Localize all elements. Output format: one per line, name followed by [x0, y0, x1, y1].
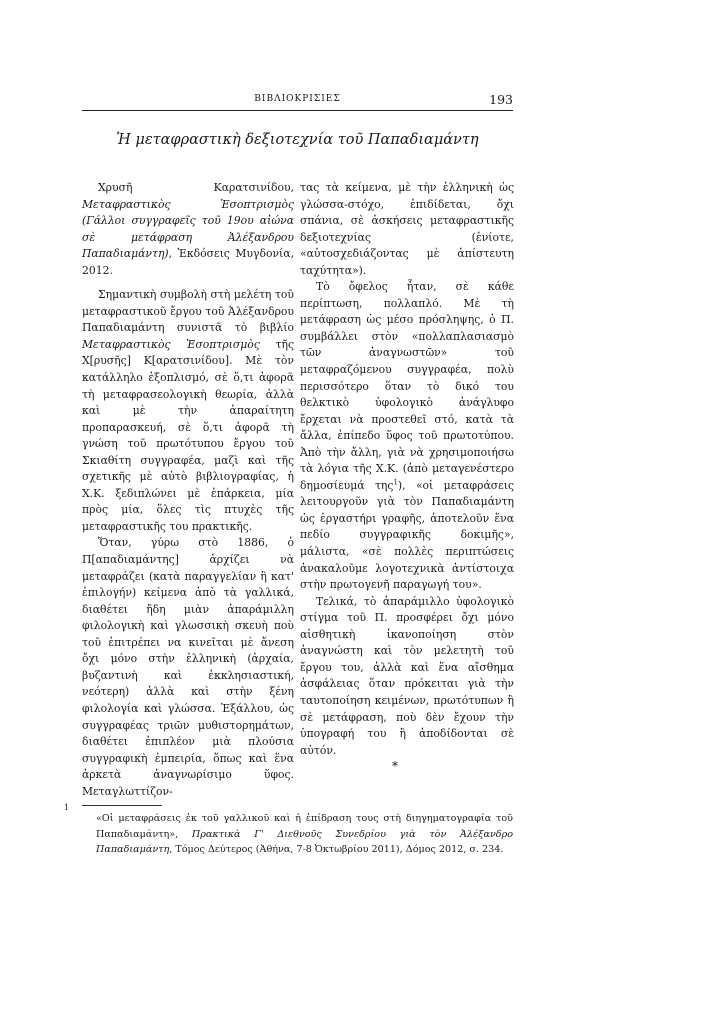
citation-publisher: , Ἐκδόσεις Μυγδονία, 2012. [82, 247, 294, 277]
body-paragraph-3 [300, 279, 514, 593]
footnote-title: Πρακτικὰ Γ' Διεθνοῦς Συνεδρίου γιὰ τὸν Ἀλέξανδρο Παπαδιαμάντη [96, 828, 513, 855]
right-column [300, 180, 514, 759]
footnote-text: «Οἱ μεταφράσεις ἐκ τοῦ γαλλικοῦ καὶ ἡ ἐπίδραση τους στὴ διηγηματογραφία τοῦ Παπαδιαμάντη», [96, 813, 513, 840]
section-separator: * [392, 759, 398, 773]
body-paragraph-2: Ὅταν, γύρω στὸ 1886, ὁ Π[απαδιαμάντης] ἀρχίζει νὰ μεταφράζει (κατὰ παραγγελίαν ἢ κατ' ἐπιλογήν) κείμενα ἀπὸ τὰ γαλλικά, διαθέτει ἤδη μιὰν ἀπαράμιλλη φιλολογικὴ καὶ γλωσσικὴ σκευὴ ποὺ τοῦ ἐπιτρέπει να κινεῖται μὲ ἄνεση ὄχι μόνο στὴν ἑλληνικὴ (ἀρχαία, βυζαντινὴ καὶ ἐκκλησιαστική, νεότερη) ἀλλὰ καὶ στὴν ξένη φιλολογία καὶ γλώσσα. Ἐξάλλου, ὡς συγγραφέας τριῶν μυθιστορημάτων, διαθέτει ἐπιπλέον μιὰ πλούσια συγγραφικὴ ἐμπειρία, ὅπως καὶ ἕνα ἀρκετὰ ἀναγνωρίσιμο ὕφος. Μεταγλωττίζον- [82, 536, 294, 798]
page-header [82, 92, 513, 111]
page-number: 193 [489, 92, 513, 107]
paragraph-text: ), «οἱ μεταφράσεις λειτουργοῦν γιὰ τὸν Παπαδιαμάντη ὡς ἐργαστήρι γραφῆς, ἀποτελοῦν ἕνα πεδίο συγγραφικῆς δοκιμῆς», μάλιστα, «σὲ πολλὲς περιπτώσεις ἀνακαλοῦμε λογοτεχνικὰ ἀντίστοιχα στὴν πρωτογενῆ παραγωγή του». [300, 478, 514, 592]
footnote-text: , Τόμος Δεύτερος (Ἀθήνα, 7-8 Ὀκτωβρίου 2011), Δόμος 2012, σ. 234. [169, 844, 504, 855]
review-title: Ἡ μεταφραστικὴ δεξιοτεχνία τοῦ Παπαδιαμάντη [116, 132, 479, 148]
body-paragraph-continued: τας τὰ κείμενα, μὲ τὴν ἑλληνικὴ ὡς γλώσσα-στόχο, ἐπιδίδεται, ὄχι σπάνια, σὲ ἀσκήσεις μεταφραστικῆς δεξιοτεχνίας (ἐνίοτε, «αὐτοσχεδιάζοντας μὲ ἀπίστευτη ταχύτητα»). [300, 181, 514, 277]
book-title-reference: Μεταφραστικὸς Ἐσοπτρισμὸς [82, 337, 260, 351]
citation-author: Χρυσῆ Καρατσινίδου, [98, 181, 294, 194]
citation-book-title: Μεταφραστικὸς Ἐσοπτρισμὸς (Γάλλοι συγγραφεῖς τοῦ 19ου αἰώνα σὲ μετάφραση Ἀλέξανδρου Παπαδιαμάντη) [82, 197, 294, 261]
paragraph-text: τῆς Χ[ρυσῆς] Κ[αρατσινίδου]. Μὲ τὸν κατάλληλο ἐξοπλισμό, σὲ ὅ,τι ἀφορᾶ τὴ μεταφρασεολογικὴ θεωρία, ἀλλὰ καὶ μὲ τὴν ἀπαραίτητη προπαρασκευή, σὲ ὅ,τι ἀφορᾶ τὴ γνώση τοῦ πρωτότυπου ἔργου τοῦ Σκιαθίτη συγγραφέα, μαζὶ καὶ τῆς σχετικῆς μὲ αὐτὸ βιβλιογραφίας, ἡ Χ.Κ. ξεδιπλώνει μὲ ἐπάρκεια, μία πρὸς μία, ὅλες τὶς πτυχὲς τῆς μεταφραστικῆς του πρακτικῆς. [82, 337, 294, 533]
footnote: 1 «Οἱ μεταφράσεις ἐκ τοῦ γαλλικοῦ καὶ ἡ ἐπίδραση τους στὴ διηγηματογραφία τοῦ Παπαδιαμάντη», Πρακτικὰ Γ' Διεθνοῦς Συνεδρίου γιὰ τὸν Ἀλέξανδρο Παπαδιαμάντη, Τόμος Δεύτερος (Ἀθήνα, 7-8 Ὀκτωβρίου 2011), Δόμος 2012, σ. 234. [64, 803, 513, 855]
paragraph-text: Σημαντικὴ συμβολὴ στὴ μελέτη τοῦ μεταφραστικοῦ ἔργου τοῦ Ἀλέξανδρου Παπαδιαμάντη συνιστᾶ τὸ βιβλίο [82, 288, 294, 335]
left-column [82, 180, 294, 800]
footnote-divider [82, 805, 162, 806]
paragraph-text: Τὸ ὄφελος ἦταν, σὲ κάθε περίπτωση, πολλαπλό. Μὲ τὴ μετάφραση ὡς μέσο πρόσληψης, ὁ Π. συμβάλλει στὸν «πολλαπλασιασμὸ τῶν ἀναγνωστῶν» τοῦ μεταφραζόμενου συγγραφέα, πολὺ περισσότερο ὅταν τὸ δικό του θελκτικὸ ὑφολογικὸ ἀνάγλυφο ἔρχεται νὰ προστεθεῖ στό, κατὰ τὰ ἄλλα, ἐπίπεδο ὕφος τοῦ πρωτοτύπου. Ἀπὸ τὴν ἄλλη, γιὰ νὰ χρησιμοποιήσω τὰ λόγια τῆς Χ.Κ. (ἀπὸ μεταγενέστερο δημοσίευμά της [300, 280, 514, 492]
footnote-reference[interactable]: 1 [393, 478, 398, 487]
body-paragraph-4: Τελικά, τὸ ἀπαράμιλλο ὑφολογικὸ στίγμα τοῦ Π. προσφέρει ὄχι μόνο αἰσθητικὴ ἱκανοποίηση στὸν ἀναγνώστη καὶ τὸν μελετητὴ τοῦ ἔργου του, ἀλλὰ καὶ ἕνα αἴσθημα ἀσφάλειας ὅταν πρόκειται γιὰ τὴν ταυτοποίηση κειμένων, πρωτότυπων ἢ σὲ μετάφραση, ποὺ δὲν ἔχουν τὴν ὑπογραφή του ἢ ἀποδίδονται σὲ αὐτόν. [300, 594, 514, 757]
body-paragraph-1 [82, 287, 294, 535]
citation [82, 180, 294, 279]
running-title: ΒΙΒΛΙΟΚΡΙΣΙΕΣ [254, 94, 341, 104]
